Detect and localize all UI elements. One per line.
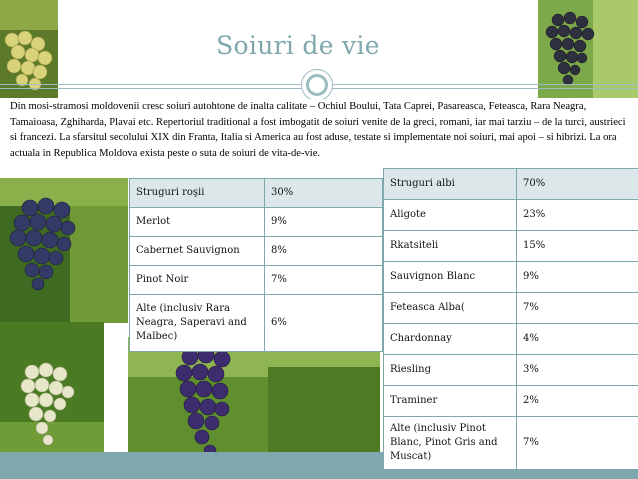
table-row	[384, 293, 638, 324]
table-header-cell: 30%	[265, 179, 383, 208]
table-cell: 8%	[265, 237, 383, 266]
table-row	[384, 231, 638, 262]
table-cell: 2%	[517, 386, 638, 417]
table-row	[384, 324, 638, 355]
table-header-cell: Struguri albi	[384, 169, 517, 200]
table-cell: Riesling	[384, 355, 517, 386]
table-cell: Alte (inclusiv Pinot Blanc, Pinot Gris and Muscat)	[384, 417, 517, 470]
table-row	[384, 417, 638, 470]
table-row	[384, 355, 638, 386]
table-row	[384, 386, 638, 417]
table-cell: Traminer	[384, 386, 517, 417]
table-cell: Alte (inclusiv Rara Neagra, Saperavi and Malbec)	[130, 295, 265, 352]
table-cell: 15%	[517, 231, 638, 262]
table-cell: 4%	[517, 324, 638, 355]
table-cell: 7%	[517, 417, 638, 470]
table-header-row	[130, 179, 383, 208]
red-grapes-table	[129, 178, 383, 352]
table-cell: 9%	[265, 208, 383, 237]
table-row	[130, 237, 383, 266]
table-cell: 7%	[265, 266, 383, 295]
table-cell: 6%	[265, 295, 383, 352]
white-grapes-table	[383, 168, 638, 470]
table-cell: Cabernet Sauvignon	[130, 237, 265, 266]
slide-title: Soiuri de vie	[216, 31, 380, 60]
table-cell: Pinot Noir	[130, 266, 265, 295]
blue-grapes-photo	[0, 178, 128, 323]
intro-paragraph: Din mosi-stramosi moldovenii cresc soiuri autohtone de inalta calitate – Ochiul Boului, Tata Caprei, Pasareasca, Feteasca, Rara Neagra, Tamaioasa, Zghiharda, Plavai etc. Repertoriul traditional a fost imbogatit de soiuri venite de la greci, romani, iar mai tarziu – de la turci, austrieci si francezi. La sfarsitul secolului XIX din Franta, Italia si America au fost aduse, testate si implementate noi soiuri, mai apoi – si hibrizi. La ora actuala in Republica Moldova exista peste o suta de soiuri de vita-de-vie.	[10, 99, 632, 177]
table-row	[384, 262, 638, 293]
table-row	[130, 266, 383, 295]
table-cell: 3%	[517, 355, 638, 386]
table-cell: Merlot	[130, 208, 265, 237]
table-header-cell: 70%	[517, 169, 638, 200]
table-row	[130, 295, 383, 352]
table-cell: 9%	[517, 262, 638, 293]
table-cell: 23%	[517, 200, 638, 231]
table-row	[384, 200, 638, 231]
table-cell: Rkatsiteli	[384, 231, 517, 262]
table-cell: Aligote	[384, 200, 517, 231]
table-cell: Feteasca Alba(	[384, 293, 517, 324]
table-cell: Sauvignon Blanc	[384, 262, 517, 293]
table-header-row	[384, 169, 638, 200]
table-row	[130, 208, 383, 237]
table-header-cell: Struguri roşii	[130, 179, 265, 208]
table-cell: Chardonnay	[384, 324, 517, 355]
divider-ornament	[301, 69, 333, 101]
table-cell: 7%	[517, 293, 638, 324]
